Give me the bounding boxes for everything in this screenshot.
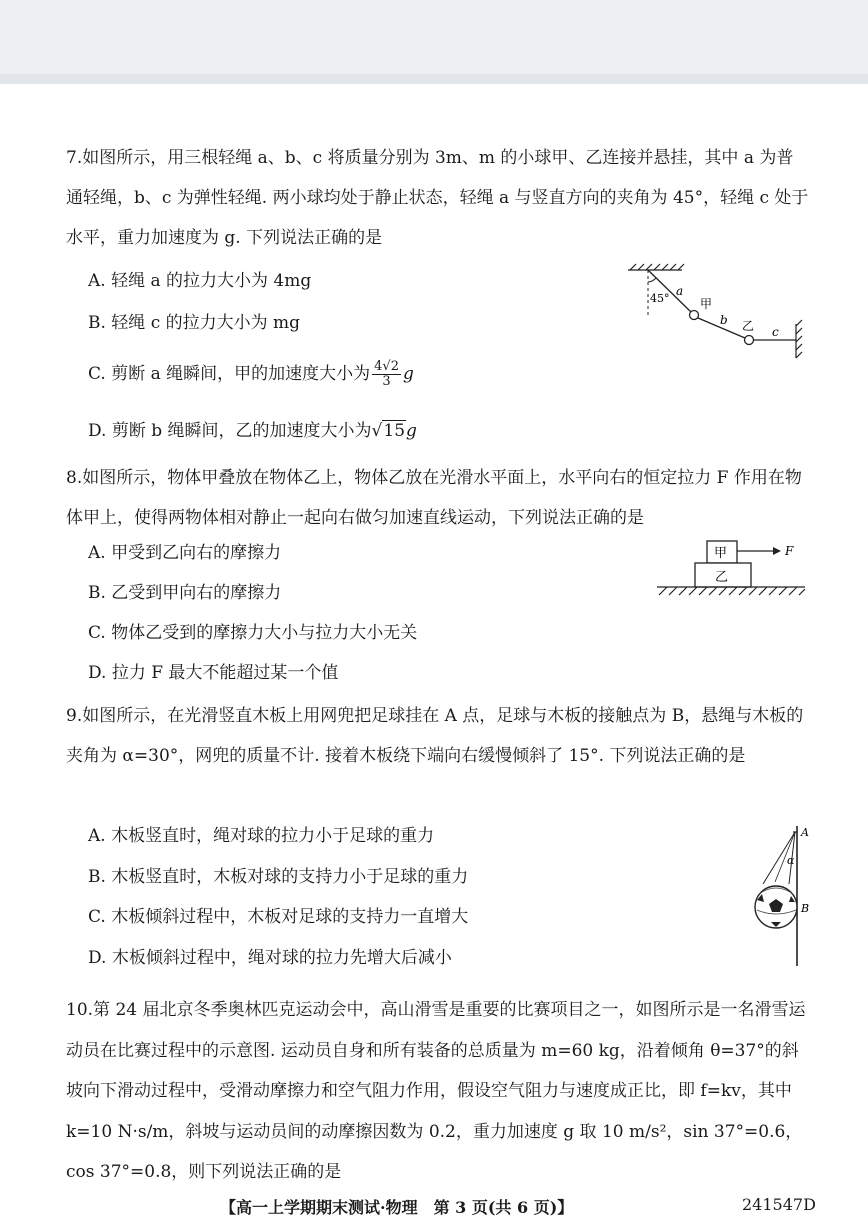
question-7: [66, 138, 810, 258]
question-8-stem: 8.如图所示，物体甲叠放在物体乙上，物体乙放在光滑水平面上，水平向右的恒定拉力 F 作用在物体甲上，使得两物体相对静止一起向右做匀加速直线运动，下列说法正确的是: [66, 468, 802, 528]
force-arrowhead: [773, 547, 781, 555]
question-9-option-d: D. 木板倾斜过程中，绳对球的拉力先增大后减小: [88, 948, 452, 968]
question-8-option-b: B. 乙受到甲向右的摩擦力: [88, 583, 282, 603]
question-9-stem: 9.如图所示，在光滑竖直木板上用网兜把足球挂在 A 点，足球与木板的接触点为 B，悬绳与木板的夹角为 α=30°，网兜的质量不计. 接着木板绕下端向右缓慢倾斜了 15°. 下列说法正确的是: [66, 706, 804, 766]
question-7-option-d: [88, 418, 417, 444]
ball-yi: [745, 336, 754, 345]
question-7-option-c-text: C. 剪断 a 绳瞬间，甲的加速度大小为: [88, 364, 371, 384]
ground-hatch: [657, 587, 805, 595]
question-7-option-a: A. 轻绳 a 的拉力大小为 4mg: [88, 271, 312, 291]
question-7-option-b: B. 轻绳 c 的拉力大小为 mg: [88, 313, 301, 333]
rope-a: [648, 270, 691, 312]
question-9-figure: [745, 822, 825, 970]
page-footer-title: 【高一上学期期末测试·物理 第 3 页(共 6 页)】: [220, 1198, 574, 1217]
question-9-option-c: C. 木板倾斜过程中，木板对足球的支持力一直增大: [88, 907, 469, 927]
rope-a-label: a: [676, 284, 684, 298]
question-10-stem: 10.第 24 届北京冬季奥林匹克运动会中，高山滑雪是重要的比赛项目之一，如图所示是一名滑雪运动员在比赛过程中的示意图. 运动员自身和所有装备的总质量为 m=60 kg，沿着倾角 θ=37°的斜坡向下滑动过程中，受滑动摩擦力和空气阻力作用，假设空气阻力与速度成正比，即 f=kv，其中 k=10 N·s/m，斜坡与运动员间的动摩擦因数为 0.2，重力加速度 g 取 10 m/s²，sin 37°=0.6，cos 37°=0.8，则下列说法正确的是: [66, 1000, 806, 1182]
question-7-option-c-unit: g: [402, 364, 414, 384]
angle-arc: [648, 278, 656, 282]
point-b-label: B: [801, 902, 810, 915]
question-10: [66, 990, 814, 1193]
ball-jia-label: 甲: [700, 297, 713, 311]
question-8: [66, 458, 810, 538]
question-8-option-c: C. 物体乙受到的摩擦力大小与拉力大小无关: [88, 623, 418, 643]
question-9-option-b: B. 木板竖直时，木板对球的支持力小于足球的重力: [88, 867, 469, 887]
point-a-label: A: [801, 826, 809, 839]
question-9-option-a: A. 木板竖直时，绳对球的拉力小于足球的重力: [88, 826, 435, 846]
question-7-stem: 7.如图所示，用三根轻绳 a、b、c 将质量分别为 3m、m 的小球甲、乙连接并悬挂，其中 a 为普通轻绳，b、c 为弹性轻绳. 两小球均处于静止状态，轻绳 a 与竖直方向的夹角为 45°，轻绳 c 处于水平，重力加速度为 g. 下列说法正确的是: [66, 148, 809, 248]
question-7-option-d-unit: g: [406, 421, 417, 441]
ball-jia: [690, 311, 699, 320]
question-8-figure: [655, 535, 815, 605]
angle-label: 45°: [650, 292, 670, 305]
fraction-numerator: 4√2: [374, 359, 399, 374]
block-yi-label: 乙: [715, 570, 729, 585]
sqrt-radicand: 15: [383, 421, 406, 441]
block-jia-label: 甲: [714, 546, 728, 561]
question-7-option-c: [88, 360, 414, 389]
question-7-option-c-fraction: [372, 360, 401, 389]
angle-alpha-label: α: [787, 854, 795, 867]
question-8-option-d: D. 拉力 F 最大不能超过某一个值: [88, 663, 339, 683]
question-9: [66, 696, 810, 776]
rope-b-label: b: [720, 313, 728, 327]
page-footer-code: 241547D: [742, 1195, 816, 1214]
question-7-figure: [620, 260, 810, 370]
question-7-option-d-text: D. 剪断 b 绳瞬间，乙的加速度大小为: [88, 421, 372, 441]
force-label: F: [785, 544, 794, 558]
question-8-option-a: A. 甲受到乙向右的摩擦力: [88, 543, 282, 563]
ball-yi-label: 乙: [742, 319, 755, 333]
ceiling-hatch: [628, 264, 684, 270]
wall-hatch: [796, 320, 802, 358]
sqrt-sign: √: [371, 421, 383, 441]
rope-c-label: c: [772, 325, 779, 339]
fraction-denominator: 3: [382, 374, 391, 389]
